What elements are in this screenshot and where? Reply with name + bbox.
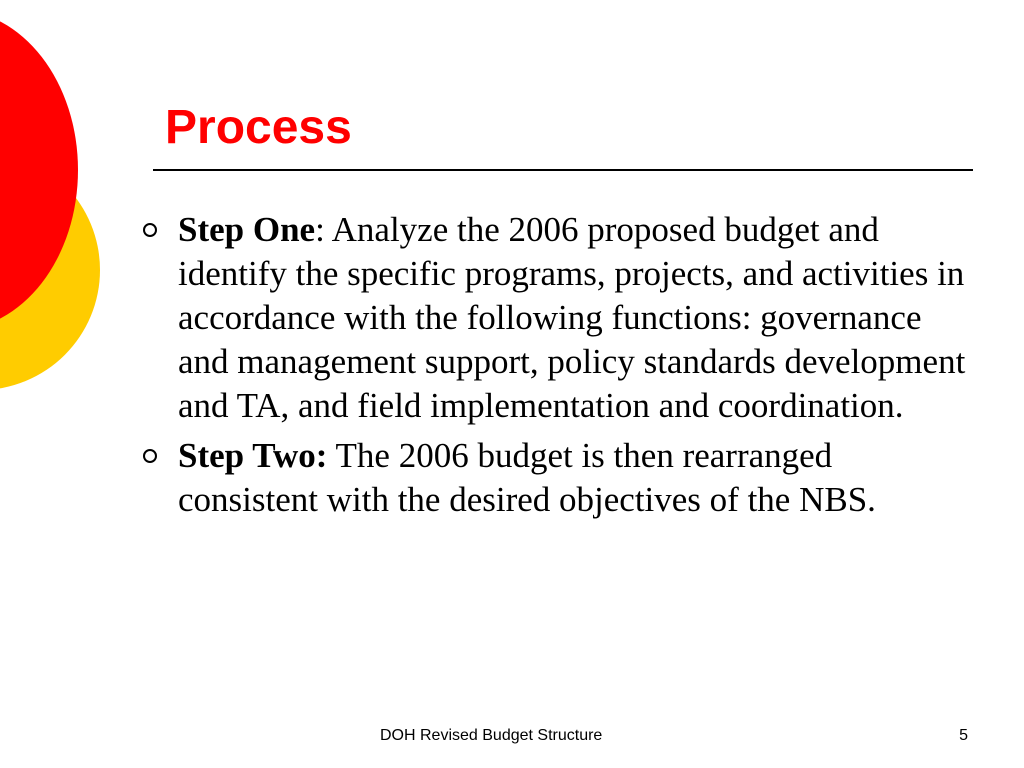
slide-number: 5 <box>959 727 968 744</box>
step-one-text: : Analyze the 2006 proposed budget and identify the specific programs, projects, and activities in accordance with the following functions: governance and management support, policy standards development and TA, and field implementation and coordination. <box>178 210 966 425</box>
step-two-label: Step Two: <box>178 436 328 475</box>
bullet-step-one <box>140 208 970 428</box>
bullet-step-two <box>140 434 970 522</box>
footer-text: DOH Revised Budget Structure <box>380 727 603 744</box>
step-two-text: The 2006 budget is then rearranged consistent with the desired objectives of the NBS. <box>178 436 876 519</box>
title-divider <box>153 169 973 171</box>
step-one-label: Step One <box>178 210 316 249</box>
bullet-list <box>140 208 970 528</box>
slide-title: Process <box>165 101 352 154</box>
hollow-circle-bullet-icon <box>143 449 157 463</box>
hollow-circle-bullet-icon <box>143 223 157 237</box>
